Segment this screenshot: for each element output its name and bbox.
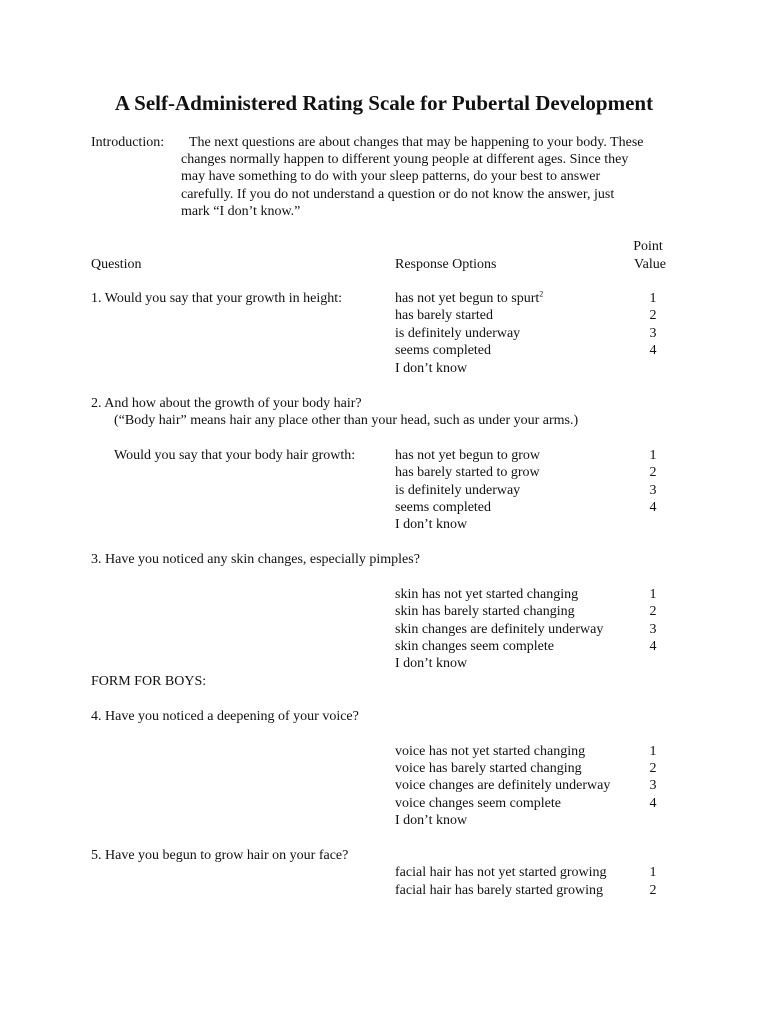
q1-option-3: is definitely underway — [395, 326, 521, 341]
question-header: Question — [91, 257, 142, 272]
q1-value-3: 3 — [649, 326, 657, 341]
q4-option-1: voice has not yet started changing — [395, 744, 586, 759]
q5-value-2: 2 — [649, 883, 657, 898]
q3-value-4: 4 — [649, 639, 657, 654]
q3-option-1: skin has not yet started changing — [395, 587, 579, 602]
q4-option-5: I don’t know — [395, 813, 468, 828]
point-header-line2: Value — [634, 257, 666, 272]
q4-value-4: 4 — [649, 796, 657, 811]
q2-option-1: has not yet begun to grow — [395, 448, 541, 463]
q3-option-5: I don’t know — [395, 656, 468, 671]
q1-value-4: 4 — [649, 343, 657, 358]
q3-option-4: skin changes seem complete — [395, 639, 555, 654]
q5-option-1: facial hair has not yet started growing — [395, 865, 607, 880]
question-1: 1. Would you say that your growth in height: — [91, 291, 342, 306]
q2-option-5: I don’t know — [395, 517, 468, 532]
q2-option-4: seems completed — [395, 500, 492, 515]
q2-option-2: has barely started to grow — [395, 465, 540, 480]
q1-option-1: has not yet begun to spurt$^2$ — [395, 289, 544, 306]
q4-option-3: voice changes are definitely underway — [395, 778, 611, 793]
q2-option-3: is definitely underway — [395, 483, 521, 498]
q5-option-2: facial hair has barely started growing — [395, 883, 603, 898]
q1-option-2: has barely started — [395, 308, 493, 323]
q3-value-2: 2 — [649, 604, 657, 619]
q4-option-2: voice has barely started changing — [395, 761, 582, 776]
footnote-marker: 2 — [539, 289, 544, 299]
q1-value-1: 1 — [649, 291, 657, 306]
intro-line: carefully. If you do not understand a question or do not know the answer, just — [181, 187, 615, 202]
response-header: Response Options — [395, 257, 497, 272]
point-header-line1: Point — [633, 239, 663, 254]
q4-option-4: voice changes seem complete — [395, 796, 561, 811]
q4-value-1: 1 — [649, 744, 657, 759]
intro-line: mark “I don’t know.” — [181, 204, 301, 219]
intro-line: The next questions are about changes that may be happening to your body. These — [189, 135, 644, 150]
question-3: 3. Have you noticed any skin changes, especially pimples? — [91, 552, 420, 567]
q3-option-2: skin has barely started changing — [395, 604, 575, 619]
intro-label: Introduction: — [91, 135, 165, 150]
q4-value-2: 2 — [649, 761, 657, 776]
q1-value-2: 2 — [649, 308, 657, 323]
q1-option-4: seems completed — [395, 343, 492, 358]
q2-value-4: 4 — [649, 500, 657, 515]
q3-value-1: 1 — [649, 587, 657, 602]
question-2-sub: Would you say that your body hair growth: — [114, 448, 356, 463]
form-boys-heading: FORM FOR BOYS: — [91, 674, 207, 689]
question-2-note: (“Body hair” means hair any place other than your head, such as under your arms.) — [114, 413, 579, 428]
q3-value-3: 3 — [649, 622, 657, 637]
intro-line: may have something to do with your sleep patterns, do your best to answer — [181, 169, 601, 184]
q1-option-5: I don’t know — [395, 361, 468, 376]
q2-value-2: 2 — [649, 465, 657, 480]
document-title: A Self-Administered Rating Scale for Pubertal Development — [114, 91, 654, 115]
intro-line: changes normally happen to different young people at different ages. Since they — [181, 152, 629, 167]
question-2: 2. And how about the growth of your body hair? — [91, 396, 362, 411]
q4-value-3: 3 — [649, 778, 657, 793]
q3-option-3: skin changes are definitely underway — [395, 622, 604, 637]
question-4: 4. Have you noticed a deepening of your voice? — [91, 709, 359, 724]
q2-value-1: 1 — [649, 448, 657, 463]
q5-value-1: 1 — [649, 865, 657, 880]
question-5: 5. Have you begun to grow hair on your face? — [91, 848, 349, 863]
q2-value-3: 3 — [649, 483, 657, 498]
